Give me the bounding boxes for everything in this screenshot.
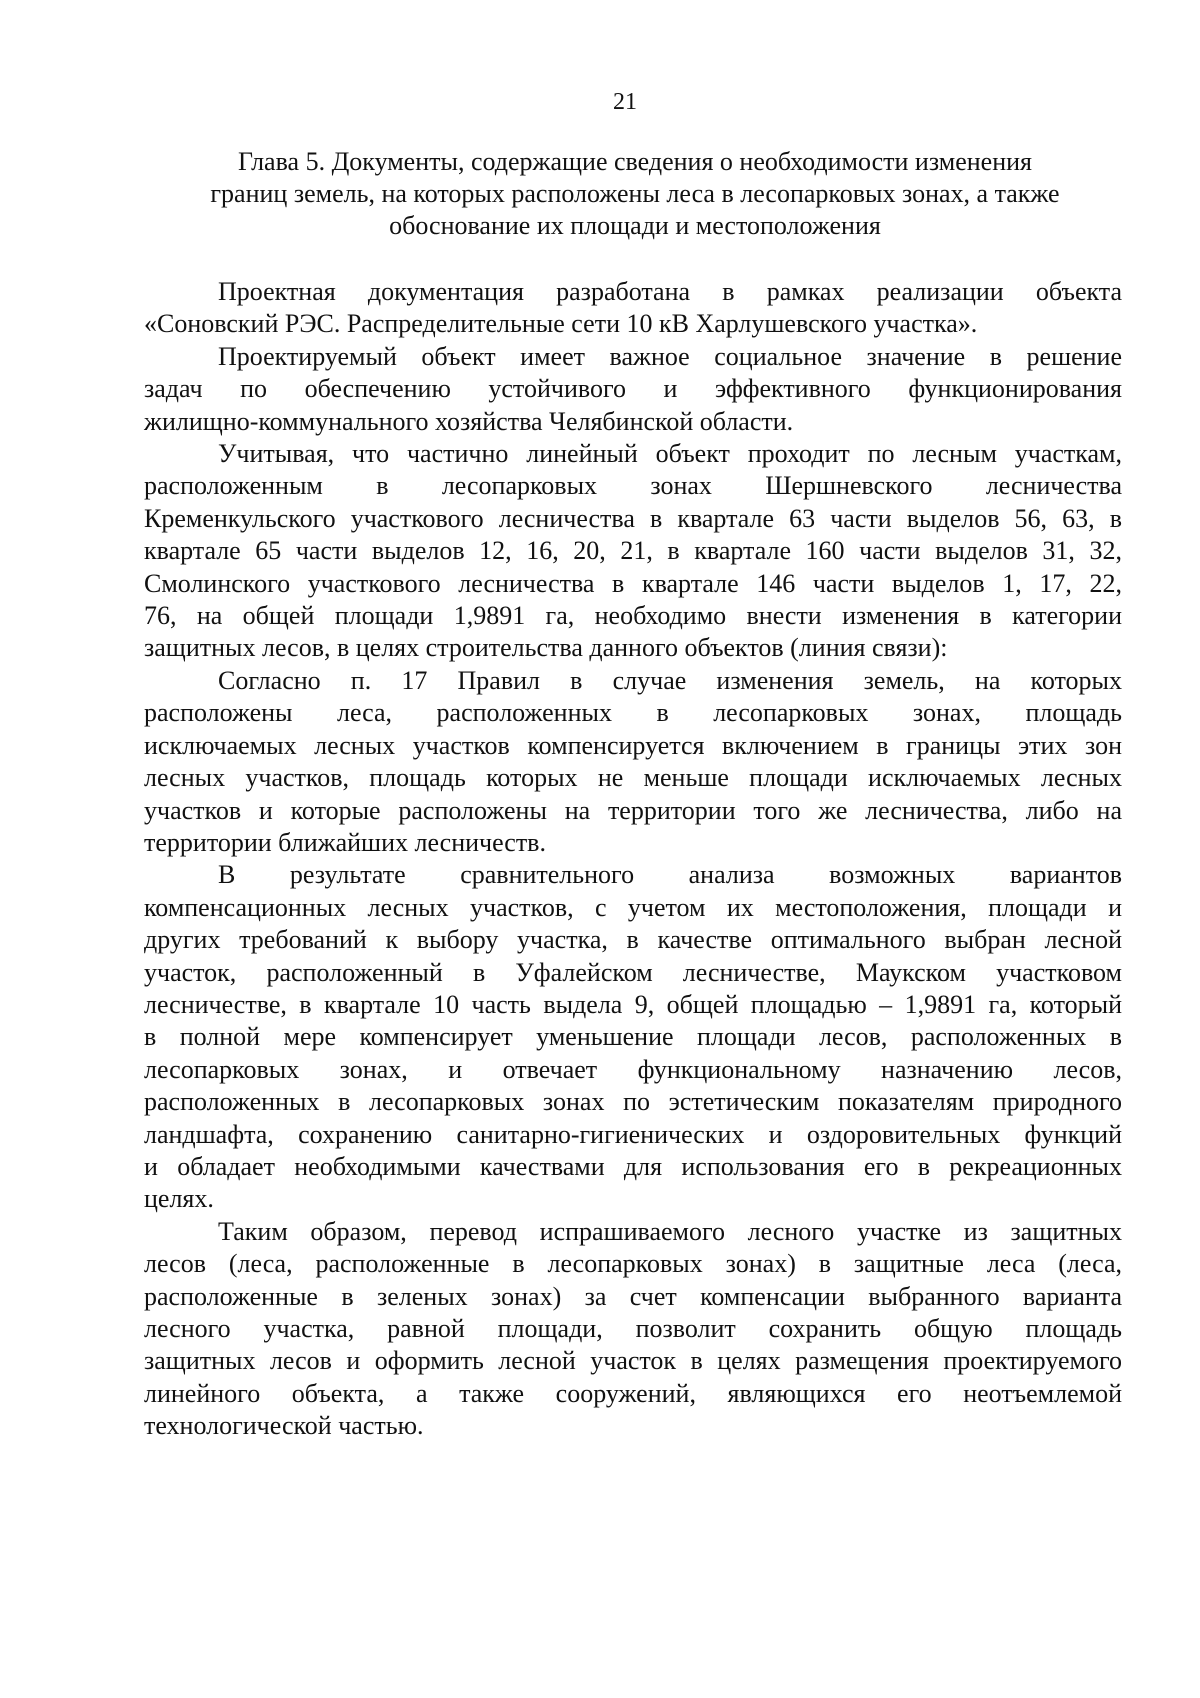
text-line: компенсационных лесных участков, с учетом их местоположения, площади и [144, 892, 1122, 922]
text-line: расположенные в зеленых зонах) за счет компенсации выбранного варианта [144, 1281, 1122, 1311]
text-line: расположенных в лесопарковых зонах по эстетическим показателям природного [144, 1087, 1122, 1117]
paragraph [144, 1216, 1122, 1443]
text-line: 76, на общей площади 1,9891 га, необходимо внести изменения в категории [144, 601, 1122, 631]
chapter-heading [150, 146, 1120, 242]
text-line: Согласно п. 17 Правил в случае изменения земель, на которых [218, 665, 1122, 695]
text-line: технологической частью. [144, 1411, 424, 1441]
text-line: лесничестве, в квартале 10 часть выдела 9, общей площадью – 1,9891 га, который [144, 989, 1122, 1019]
paragraph [144, 341, 1122, 438]
text-line: защитных лесов и оформить лесной участок в целях размещения проектируемого [144, 1346, 1122, 1376]
text-line: расположенным в лесопарковых зонах Шершневского лесничества [144, 471, 1122, 501]
text-line: «Соновский РЭС. Распределительные сети 10 кВ Харлушевского участка». [144, 309, 978, 339]
paragraph [144, 438, 1122, 665]
page-number: 21 [613, 89, 637, 115]
text-line: в полной мере компенсирует уменьшение площади лесов, расположенных в [144, 1022, 1122, 1052]
text-line: защитных лесов, в целях строительства данного объектов (линия связи): [144, 633, 948, 663]
heading-line: Глава 5. Документы, содержащие сведения о необходимости изменения [238, 147, 1032, 176]
text-line: квартале 65 части выделов 12, 16, 20, 21, в квартале 160 части выделов 31, 32, [144, 536, 1122, 566]
text-line: Смолинского участкового лесничества в квартале 146 части выделов 1, 17, 22, [144, 568, 1122, 598]
paragraph [144, 276, 1122, 341]
text-line: Учитывая, что частично линейный объект проходит по лесным участкам, [218, 439, 1122, 469]
text-line: лесов (леса, расположенные в лесопарковых зонах) в защитные леса (леса, [144, 1249, 1122, 1279]
text-line: других требований к выбору участка, в качестве оптимального выбран лесной [144, 925, 1122, 955]
text-line: лесопарковых зонах, и отвечает функциональному назначению лесов, [144, 1054, 1122, 1084]
text-line: расположены леса, расположенных в лесопарковых зонах, площадь [144, 698, 1122, 728]
text-line: жилищно-коммунального хозяйства Челябинской области. [144, 406, 794, 436]
text-line: задач по обеспечению устойчивого и эффективного функционирования [144, 374, 1122, 404]
text-line: линейного объекта, а также сооружений, являющихся его неотъемлемой [144, 1378, 1122, 1408]
text-line: Проектируемый объект имеет важное социальное значение в решение [218, 341, 1122, 371]
text-line: территории ближайших лесничеств. [144, 827, 546, 857]
text-line: и обладает необходимыми качествами для использования его в рекреационных [144, 1151, 1122, 1181]
heading-line: обоснование их площади и местоположения [389, 211, 881, 240]
text-line: лесных участков, площадь которых не меньше площади исключаемых лесных [144, 763, 1122, 793]
text-line: лесного участка, равной площади, позволит сохранить общую площадь [144, 1314, 1122, 1343]
text-line: участок, расположенный в Уфалейском лесничестве, Маукском участковом [144, 957, 1122, 987]
text-line: Кременкульского участкового лесничества в квартале 63 части выделов 56, 63, в [144, 503, 1122, 533]
text-line: целях. [144, 1184, 214, 1214]
paragraph [144, 665, 1122, 859]
paragraph [144, 859, 1122, 1215]
text-line: Проектная документация разработана в рамках реализации объекта [218, 277, 1122, 306]
text-line: Таким образом, перевод испрашиваемого лесного участке из защитных [218, 1216, 1122, 1246]
heading-line: границ земель, на которых расположены леса в лесопарковых зонах, а также [210, 179, 1060, 208]
text-line: ландшафта, сохранению санитарно-гигиенических и оздоровительных функций [144, 1119, 1122, 1149]
body-text [144, 276, 1122, 1443]
text-line: В результате сравнительного анализа возможных вариантов [218, 860, 1122, 890]
text-line: исключаемых лесных участков компенсируется включением в границы этих зон [144, 730, 1122, 760]
text-line: участков и которые расположены на территории того же лесничества, либо на [144, 795, 1122, 825]
